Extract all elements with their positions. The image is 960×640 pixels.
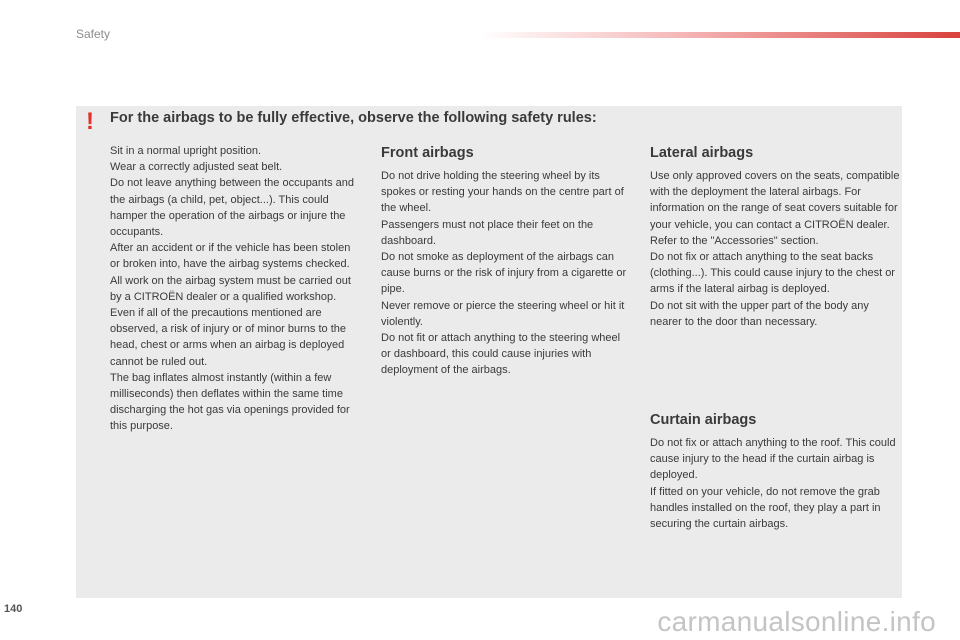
section-title: Safety [76,27,111,41]
rule-paragraph: The bag inflates almost instantly (within a few milliseconds) then deflates within the same time discharging the hot gas via openings provided for this purpose. [110,371,350,433]
general-rules-column [110,143,358,435]
page-number: 140 [4,603,23,615]
rule-paragraph: Do not leave anything between the occupants and the airbags (a child, pet, object...). This could hamper the operation of the airbags or injure the occupants. [110,177,355,239]
front-airbags-paragraph: Never remove or pierce the steering wheel or hit it violently. [381,299,625,328]
lateral-airbags-paragraph: Refer to the "Accessories" section. [650,234,819,247]
header-accent-bar [480,32,960,38]
front-airbags-paragraph: Passengers must not place their feet on the dashboard. [381,218,594,247]
rule-paragraph: Wear a correctly adjusted seat belt. [110,161,283,174]
lateral-airbags-heading: Lateral airbags [650,145,754,161]
lateral-airbags-paragraph: Do not sit with the upper part of the body any nearer to the door than necessary. [650,299,869,328]
curtain-airbags-paragraph: Do not fix or attach anything to the roof. This could cause injury to the head if the curtain airbag is deployed. [650,437,896,482]
panel-heading: For the airbags to be fully effective, observe the following safety rules: [110,110,597,126]
lateral-airbags-paragraph: Do not fix or attach anything to the seat backs (clothing...). This could cause injury to the chest or arms if the lateral airbag is deployed. [650,251,895,296]
front-airbags-heading: Front airbags [381,145,474,161]
exclamation-icon: ! [86,108,94,135]
watermark: carmanualsonline.info [657,606,936,637]
rule-paragraph: All work on the airbag system must be carried out by a CITROËN dealer or a qualified workshop. [110,274,351,303]
front-airbags-paragraph: Do not fit or attach anything to the steering wheel or dashboard, this could cause injuries with deployment of the airbags. [381,332,621,377]
rule-paragraph: After an accident or if the vehicle has been stolen or broken into, have the airbag systems checked. [110,242,351,271]
curtain-airbags-paragraph: If fitted on your vehicle, do not remove the grab handles installed on the roof, they play a part in securing the curtain airbags. [650,485,881,531]
front-airbags-section [381,143,631,379]
rule-paragraph: Sit in a normal upright position. [110,145,262,157]
curtain-airbags-heading: Curtain airbags [650,412,757,428]
front-airbags-paragraph: Do not drive holding the steering wheel by its spokes or resting your hands on the centre part of the wheel. [381,170,624,215]
front-airbags-paragraph: Do not smoke as deployment of the airbags can cause burns or the risk of injury from a cigarette or pipe. [381,251,627,296]
rule-paragraph: Even if all of the precautions mentioned are observed, a risk of injury or of minor burns to the head, chest or arms when an airbag is deployed cannot be ruled out. [110,307,346,368]
lateral-airbags-section [650,143,900,330]
curtain-airbags-section [650,410,900,532]
lateral-airbags-paragraph: Use only approved covers on the seats, compatible with the deployment the lateral airbags. For information on the range of seat covers suitable for your vehicle, you can contact a CITROËN dealer. [650,170,900,231]
